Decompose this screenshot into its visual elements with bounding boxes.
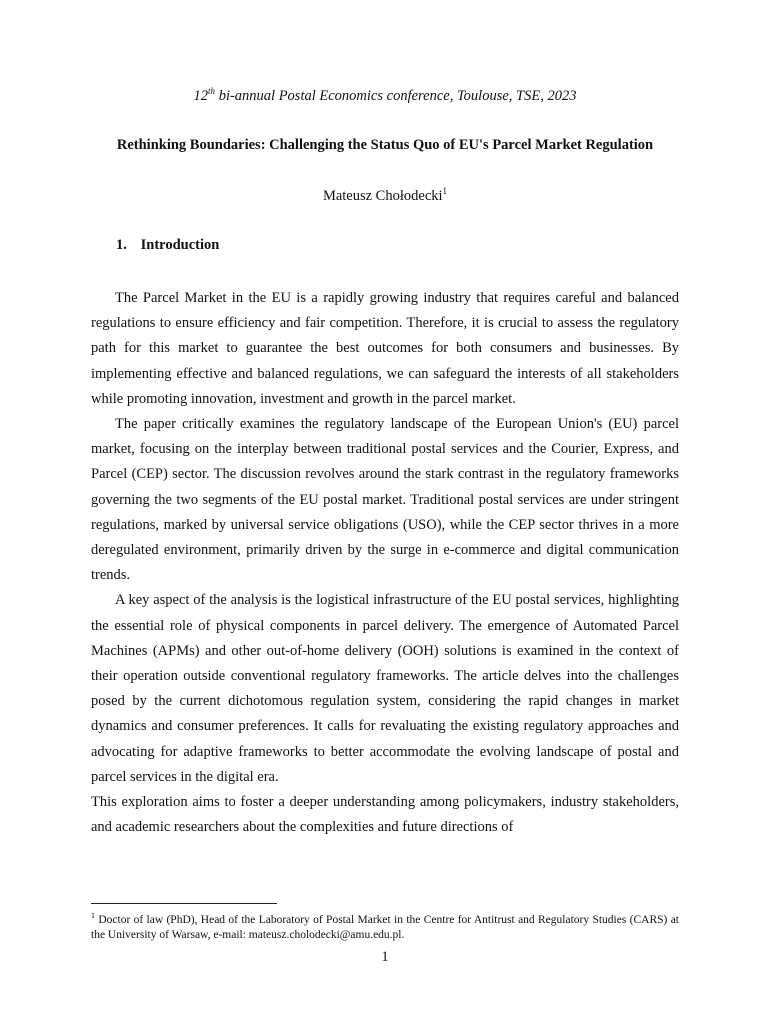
conference-header	[0, 86, 770, 105]
paragraph: This exploration aims to foster a deeper understanding among policymakers, industry stakeholders, and academic researchers about the complexities and future directions of	[91, 794, 679, 836]
paper-title: Rethinking Boundaries: Challenging the Status Quo of EU's Parcel Market Regulation	[116, 137, 654, 153]
body-text	[91, 286, 679, 840]
footnote-text: Doctor of law (PhD), Head of the Laboratory of Postal Market in the Centre for Antitrust and Regulatory Studies (CARS) at the University of Warsaw, e-mail: mateusz.cholodecki@amu.edu.pl.	[91, 913, 679, 941]
page-number: 1	[381, 949, 389, 965]
footnote-mark: 1	[91, 911, 95, 920]
conference-ordinal: 12	[193, 87, 209, 104]
section-title: Introduction	[140, 237, 220, 253]
paragraph: A key aspect of the analysis is the logistical infrastructure of the EU postal services, highlighting the essential role of physical components in parcel delivery. The emergence of Automated Parcel Machines (APMs) and other out-of-home delivery (OOH) solutions is examined in the context of their operation outside conventional regulatory frameworks. The article delves into the challenges posed by the current dichotomous regulation system, considering the rapid changes in market dynamics and consumer preferences. It calls for revaluating the existing regulatory approaches and advocating for adaptive frameworks to better accommodate the evolving landscape of postal and parcel services in the digital era.	[91, 592, 679, 785]
paragraph: The paper critically examines the regulatory landscape of the European Union's (EU) parcel market, focusing on the interplay between traditional postal services and the Courier, Express, and Parcel (CEP) sector. The discussion revolves around the stark contrast in the regulatory frameworks governing the two segments of the EU postal market. Traditional postal services are under stringent regulations, marked by universal service obligations (USO), while the CEP sector thrives in a more deregulated environment, primarily driven by the surge in e-commerce and digital communication trends.	[91, 416, 679, 584]
footnote-divider	[91, 903, 277, 904]
author-line	[0, 186, 770, 205]
section-heading	[116, 237, 219, 254]
paragraph: The Parcel Market in the EU is a rapidly growing industry that requires careful and balanced regulations to ensure efficiency and fair competition. Therefore, it is crucial to assess the regulatory path for this market to guarantee the best outcomes for both consumers and businesses. By implementing effective and balanced regulations, we can safeguard the interests of all stakeholders while promoting innovation, investment and growth in the parcel market.	[91, 290, 679, 407]
conference-text: bi-annual Postal Economics conference, Toulouse, TSE, 2023	[215, 87, 577, 104]
section-number: 1.	[116, 237, 127, 253]
author-name: Mateusz Chołodecki	[322, 187, 443, 204]
author-footnote-mark: 1	[442, 186, 448, 196]
conference-ordinal-suffix: th	[208, 86, 216, 96]
footnote	[91, 908, 679, 943]
